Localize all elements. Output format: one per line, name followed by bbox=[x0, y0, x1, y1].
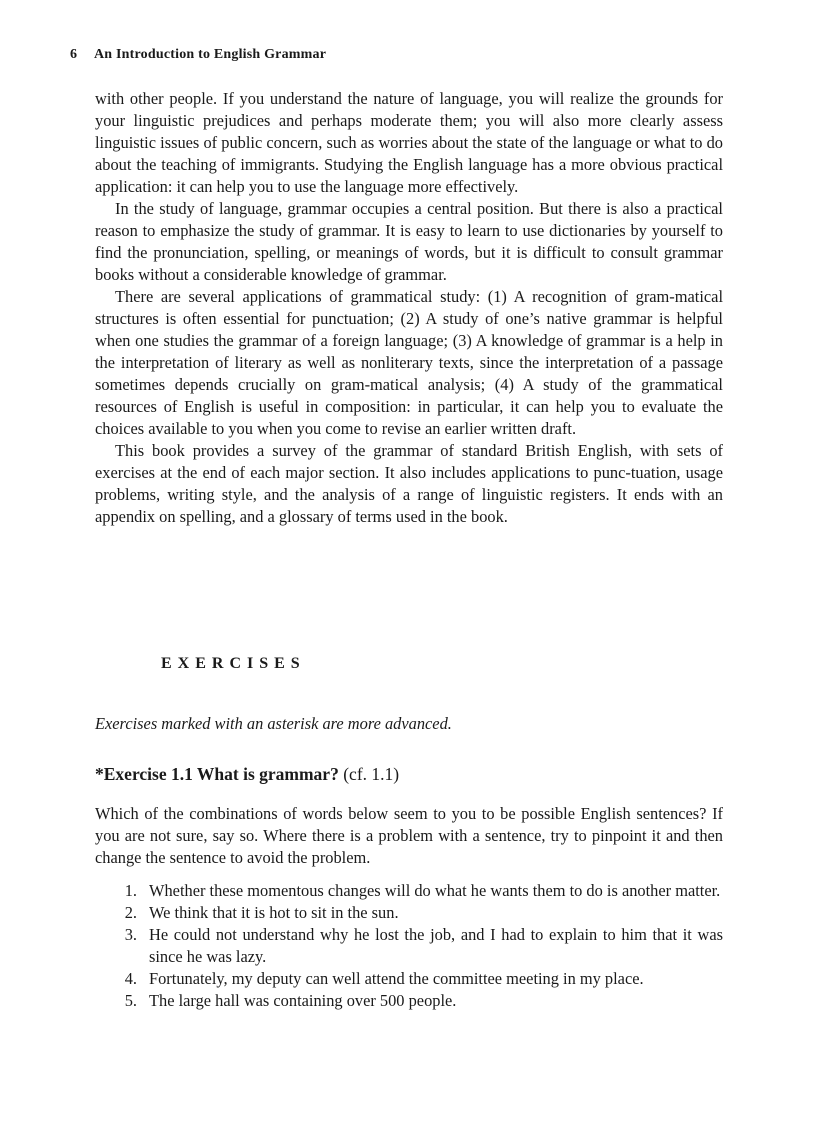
item-number: 5. bbox=[124, 991, 137, 1010]
item-number: 2. bbox=[124, 903, 137, 922]
item-text: The large hall was containing over 500 people. bbox=[149, 991, 457, 1010]
exercise-list bbox=[95, 880, 723, 1012]
paragraph: There are several applications of grammatical study: (1) A recognition of gram-matical structures is often essential for punctuation; (2) A study of one’s native grammar is helpful when one studies the grammar of a foreign language; (3) A knowledge of grammar is a help in the interpretation of literary as well as nonliterary texts, since the interpretation of a passage sometimes depends crucially on gram-matical analysis; (4) A study of the grammatical resources of English is useful in composition: in particular, it can help you to evaluate the choices available to you when you come to revise an earlier written draft. bbox=[95, 287, 723, 438]
item-number: 1. bbox=[124, 881, 137, 900]
item-number: 4. bbox=[124, 969, 137, 988]
paragraph: In the study of language, grammar occupies a central position. But there is also a practical reason to emphasize the study of grammar. It is easy to learn to use dictionaries by yourself to find the pronunciation, spelling, or meanings of words, but it is difficult to consult grammar books without a considerable knowledge of grammar. bbox=[95, 199, 723, 284]
exercises-note: Exercises marked with an asterisk are more advanced. bbox=[95, 714, 452, 733]
list-item bbox=[95, 880, 723, 902]
exercise-title bbox=[95, 764, 399, 785]
exercises-heading: EXERCISES bbox=[161, 655, 306, 672]
exercise-title-ref: (cf. 1.1) bbox=[343, 764, 400, 784]
page-number: 6 bbox=[70, 47, 78, 62]
list-item bbox=[95, 902, 723, 924]
item-text: We think that it is hot to sit in the sun. bbox=[149, 903, 399, 922]
exercise-title-main: *Exercise 1.1 What is grammar? bbox=[95, 764, 339, 784]
paragraph: with other people. If you understand the nature of language, you will realize the grounds for your linguistic prejudices and perhaps moderate them; you will also more clearly assess linguistic issues of public concern, such as worries about the state of the language or what to do about the teaching of immigrants. Studying the English language has a more obvious practical application: it can help you to use the language more effectively. bbox=[95, 89, 723, 196]
item-number: 3. bbox=[124, 925, 137, 944]
item-text: Whether these momentous changes will do what he wants them to do is another matter. bbox=[149, 881, 721, 900]
list-item bbox=[95, 990, 723, 1012]
running-title: An Introduction to English Grammar bbox=[94, 47, 327, 62]
paragraph: This book provides a survey of the grammar of standard British English, with sets of exercises at the end of each major section. It also includes applications to punc-tuation, usage problems, writing style, and the analysis of a range of linguistic registers. It ends with an appendix on spelling, and a glossary of terms used in the book. bbox=[95, 441, 723, 526]
list-item bbox=[95, 924, 723, 968]
exercise-intro: Which of the combinations of words below seem to you to be possible English sentences? If you are not sure, say so. Where there is a problem with a sentence, try to pinpoint it and then change the sentence to avoid the problem. bbox=[95, 804, 723, 867]
list-item bbox=[95, 968, 723, 990]
item-text: He could not understand why he lost the job, and I had to explain to him that it was since he was lazy. bbox=[149, 925, 723, 966]
body-text bbox=[95, 88, 723, 528]
running-header bbox=[70, 47, 326, 63]
item-text: Fortunately, my deputy can well attend the committee meeting in my place. bbox=[149, 969, 644, 988]
